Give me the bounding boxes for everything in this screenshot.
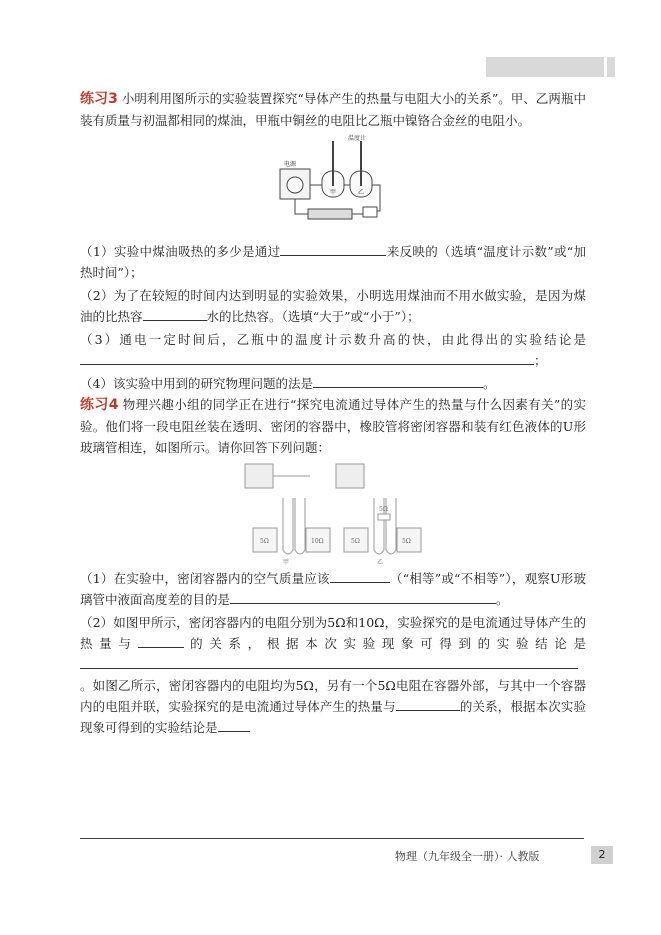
apparatus-diagram (80, 131, 586, 239)
exercise-3-label: 练习3 (80, 91, 118, 107)
answer-blank[interactable] (280, 241, 386, 256)
exercise-3-figure (80, 131, 586, 239)
figure-b-label: 乙 (377, 559, 384, 566)
exercise-4-figure (80, 458, 586, 566)
answer-blank[interactable] (230, 589, 466, 604)
answer-blank[interactable] (466, 589, 496, 604)
resistor-label: 10Ω (311, 538, 324, 545)
bottle-b-label: 乙 (358, 189, 365, 196)
answer-blank[interactable] (80, 350, 534, 365)
footer-book-title: 物理（九年级全一册）· 人教版 (395, 850, 540, 863)
exercise-4-text: 物理兴趣小组的同学正在进行“探究电流通过导体产生的热量与什么因素有关”的实验。他们将一段电阻丝装在透明、密闭的容器中，橡胶管将密闭容器和装有红色液体的U形玻璃管相连，如图所示。请你回答下列问题： (80, 397, 586, 455)
answer-blank[interactable] (522, 654, 578, 669)
exercise-3-q2: （2）为了在较短的时间内达到明显的实验效果，小明选用煤油而不用水做实验，是因为煤油的比热容 水的比热容。（选填“大于”或“小于”）； (80, 288, 586, 324)
power-label: 电源 (284, 161, 297, 168)
answer-blank[interactable] (313, 373, 483, 388)
exercise-4-intro (80, 394, 586, 458)
resistor-label: 5Ω (402, 538, 411, 545)
answer-blank[interactable] (396, 696, 460, 711)
figure-a-label: 甲 (283, 559, 290, 566)
resistor-label: 5Ω (379, 506, 388, 513)
resistor-label: 5Ω (260, 538, 269, 545)
header-bar-end (607, 57, 615, 77)
resistor-label: 5Ω (351, 538, 360, 545)
exercise-3-text: 小明利用图所示的实验装置探究“导体产生的热量与电阻大小的关系”。甲、乙两瓶中装有质量与初温都相同的煤油，甲瓶中铜丝的电阻比乙瓶中镍铬合金丝的电阻小。 (80, 91, 586, 128)
thermometer-label: 温度计 (348, 135, 367, 142)
exercise-3-intro (80, 88, 586, 131)
exercise-3-q1: （1）实验中煤油吸热的多少是通过 来反映的（选填“温度计示数”或“加热时间”）； (80, 241, 586, 283)
answer-blank[interactable] (143, 306, 207, 321)
exercise-3-q3: （3）通电一定时间后，乙瓶中的温度计示数升高的快，由此得出的实验结论是； (80, 332, 586, 368)
exercise-3-q4: （4）该实验中用到的研究物理问题的法是 。 (80, 373, 586, 394)
page-content (80, 88, 586, 738)
answer-blank[interactable] (330, 568, 390, 583)
bottle-a-label: 甲 (330, 189, 337, 196)
page-number: 2 (591, 846, 613, 864)
u-tube-diagram (80, 458, 586, 566)
exercise-4-label: 练习4 (80, 397, 119, 413)
header-bar (486, 57, 604, 77)
footer-rule (80, 838, 584, 839)
answer-blank[interactable] (80, 654, 522, 669)
answer-blank[interactable] (138, 633, 184, 648)
exercise-4-q1: （1）在实验中，密闭容器内的空气质量应该 （“相等”或“不相等”），观察U形玻璃管中液面高度差的目的是 。 (80, 568, 586, 610)
exercise-4-q2: （2）如图甲所示，密闭容器内的电阻分别为5Ω和10Ω，实验探究的是电流通过导体产生的热量与 的关系，根据本次实验现象可得到的实验结论是。如图乙所示，密闭容器内的电阻均为5Ω，另有一个5Ω电阻在容器外部，与其中一个容器内的电阻并联，实验探究的是电流通过导体产生的热量与 的关系，根据本次实验现象可得到的实验结论是 (80, 615, 586, 735)
answer-blank[interactable] (218, 717, 250, 732)
